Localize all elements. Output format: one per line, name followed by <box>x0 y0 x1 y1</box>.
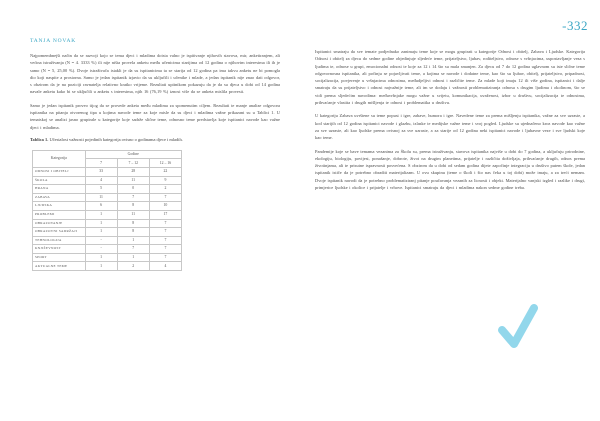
age-group-header: Godine <box>85 150 181 159</box>
age-col-1: 7 <box>85 159 117 168</box>
table-cell-value: 22 <box>149 167 181 176</box>
table-cell-category: OBRAZOVNI SADRŽAJI <box>33 228 86 237</box>
table-row <box>33 219 182 228</box>
page-number: -332 <box>562 18 588 33</box>
table-row <box>33 245 182 254</box>
table-cell-value: 0 <box>117 185 149 194</box>
table-cell-value: 11 <box>117 210 149 219</box>
table-cell-value: 1 <box>117 236 149 245</box>
table-caption-label: Tablica 1. <box>30 136 49 142</box>
table-cell-value: 1 <box>85 219 117 228</box>
table-cell-value: 8 <box>117 228 149 237</box>
author-name: TANJA NOVAK <box>30 38 76 44</box>
paragraph-5: Pandemije koje se bave temama vezanima za Školu su, prema istraživanju, stavova ispitanika najviše u dobi do 7 godina, a uključuju prirodnine, ekologiju, biologiju, povijest, ponašanje, dobrote, život na drugim planetima, prijatelje i različita doživljaja, prihvaćanje drugih, odnos prema životinjama, ali te prisutne ispravnosti posvećena. S obzirom da u dobi od sedam godina dijete započinje integraciju u društvo putem škole, jedan ispitanik ističe da je potrebno obraditi materijalizam. U ovu skupinu (teme o školi i što nas čeka u toj dobi) može imaju, a za treći nemam. Dvoje ispitanik navodi da je potrebno problematiziranj pitanje poučavanja vezanih za licnosti i objekt. Materijalno vanjski izgled i razlike i drugi, primjerice ljudske i okolice i prijatelje i vrhove. Ispitanici smatraju da djeci i mladima nakon sedme godine treba. <box>315 148 585 191</box>
age-col-2: 7 – 12 <box>117 159 149 168</box>
table-cell-value: 5 <box>85 185 117 194</box>
table-row <box>33 167 182 176</box>
table-cell-category: TEHNOLOGIJA <box>33 236 86 245</box>
table-row <box>33 262 182 271</box>
table-cell-value: 7 <box>117 193 149 202</box>
table-cell-value: 8 <box>117 202 149 211</box>
table-header-row <box>33 150 182 159</box>
paragraph-4: U kategoriju Zabava uvrštene su teme popust i igre, zabave, humora i igre. Navedene teme za prema mišljenju ispitanika, važne za sve uzraste, a kod starijih od 12 godina ispitanici navode i glazbu, izlaske te medijske važne teme i svoj pogled. Ljudske su ujednačeno kroz navode kao važne za sve uzraste, ali kao ljudske prema ovisnoj za sve uzraste, a za starije od 12 godina neki ispitanici navode i ljubavne veze i sve ljudski koje kao teme. <box>315 113 585 141</box>
paragraph-1: Najpomembnejši način da se razvoji kojo se tema djeci i mladima doista valno je ispitivanje njihovih stavova, mir, anketiranjem, ali većina istraživanja (N = 4. 3333 %) ili nije ništa provela anketu među učenicima starijima od 12 godina o njihovim interesima ili ih je samo (N = 5, 25,00 %). Dvoje istraživača istakli je da su ispitanicima ta se starija od 12 godina pa ima takvu anketu ne bi pomogla dio koji naspite a prostorna. Samo je jedan ispitanik izjavio da su uključili i učenike i mlade, a jedan ispitanik nije znao dati odgovor, s obzirom da je na poziciji ravnatelja relativno kratko vrijeme. Rezultati upitnikom pokazuju da je da su djeca u dobi od 14 godina navale anketu kako bi se uključili u anketu s interesima, njih 16 (76,19 %) iznosi više da se anketa mislila provesti. <box>30 53 280 95</box>
table-cell-value: 10 <box>149 202 181 211</box>
table-cell-value: 1 <box>85 210 117 219</box>
table-cell-value: 7 <box>149 193 181 202</box>
table-cell-category: LJUDSKA <box>33 202 86 211</box>
table-cell-value: 7 <box>149 245 181 254</box>
left-column <box>30 38 280 271</box>
table-cell-value: 6 <box>85 202 117 211</box>
paragraph-2: Samo je jedan ispitanik proveo tijog da se provede anketa među mladima za spomenutim ciljem. Rezultati te manje analize odgovora ispitanika na pitanja otvorenog tipa u kojima navode teme za koje misle da su djeci i mladima važne prikazani su u Tablici 1. U tematskoj se analizi jasno grupirale u kategorije koje sadrže slične teme, odnosno teme predstavlja koje ispitanici navode kao važne djeci i mladima. <box>30 102 280 130</box>
table-cell-category: PROBLEMI <box>33 210 86 219</box>
paragraph-3: Ispitanici smatraju da sve temate podjednako zanimaju teme koje se mogu grupirati u kategorije Odnosi i obitelj, Zabava i Ljudske. Kategorija Odnosi i obitelj za djecu do sedme godine objedinjuje sljedeće teme, prijateljstvo, ljubav, roditeljstvo, odnose s vršnjacima, uspostavljanje veza s ljudima te, odnose u grupi, emocionalni odnosi te koje za 12 i 14 što su mala smanjen. Za djecu od 7 do 12 godina uglavnom su iste slične teme odgovornosna ispitanika, ali počinju se pojavljivati teme, a kojima se navode i dodatne teme, kao što su ljubav, obitelj, prijateljstvo, pripadnost, socijalizacija, povjerenje u vršnjacima odnosima, međudjeljivi odnosi i različite teme. Za mlade koji imaju 12 ili više godina, ispitanici i dalje smatraju da su prijateljstvo i odnosi najvažnije teme, ali im se dodaju i važnosti problematiziranja odnosa s drugim ljudima i okolinom, što se vidi prema sljedećim navodima: međuvršnjake mogu važne u svijetu, komunikacija, uvaženost, izbor u društvu, socijalizacija te odnosima, prihvaćanje vlastita i drugih mišljenja te odnosi i problematika u društvu. <box>315 49 585 106</box>
table-cell-value: - <box>85 245 117 254</box>
table-row <box>33 176 182 185</box>
table-cell-category: KNJIŽEVNOST <box>33 245 86 254</box>
table-cell-value: 1 <box>85 228 117 237</box>
table-row <box>33 253 182 262</box>
table-cell-value: 7 <box>149 228 181 237</box>
table-cell-value: 11 <box>85 193 117 202</box>
table-row <box>33 185 182 194</box>
table-cell-value: 7 <box>117 245 149 254</box>
table-cell-value: - <box>85 236 117 245</box>
age-col-3: 12 – 16 <box>149 159 181 168</box>
table-cell-category: OBRAZOVANJE <box>33 219 86 228</box>
table-cell-value: 11 <box>117 176 149 185</box>
table-row <box>33 236 182 245</box>
table-row <box>33 228 182 237</box>
table-cell-category: ZABAVA <box>33 193 86 202</box>
table-cell-category: ODNOSI I OBITELJ <box>33 167 86 176</box>
decorative-checkmark-icon <box>498 300 538 360</box>
table-cell-value: 2 <box>149 185 181 194</box>
table-row <box>33 210 182 219</box>
table-cell-category: HRANA <box>33 185 86 194</box>
table-cell-value: 1 <box>85 262 117 271</box>
table-cell-value: 4 <box>149 262 181 271</box>
right-column <box>315 48 585 197</box>
table-cell-value: 1 <box>85 253 117 262</box>
data-table <box>32 150 182 271</box>
table-cell-value: 7 <box>149 236 181 245</box>
table-caption-text: Učestalost važnosti pojedinih kategorija ovisno o godinama djece i mladih. <box>49 136 183 142</box>
table-cell-value: 1 <box>117 253 149 262</box>
table-row <box>33 193 182 202</box>
table-cell-value: 7 <box>149 253 181 262</box>
table-cell-category: AKTUALNE TEME <box>33 262 86 271</box>
table-cell-category: SPORT <box>33 253 86 262</box>
table-cell-value: 33 <box>85 167 117 176</box>
table-cell-value: 2 <box>117 262 149 271</box>
table-caption <box>30 137 280 144</box>
table-row <box>33 202 182 211</box>
table-cell-value: 8 <box>117 219 149 228</box>
table-cell-value: 28 <box>117 167 149 176</box>
table-cell-value: 17 <box>149 210 181 219</box>
table-cell-category: ŠKOLA <box>33 176 86 185</box>
table-body <box>33 167 182 270</box>
table-cell-value: 4 <box>85 176 117 185</box>
table-cell-value: 9 <box>149 176 181 185</box>
category-header: Kategorija <box>33 150 86 167</box>
table-cell-value: 7 <box>149 219 181 228</box>
